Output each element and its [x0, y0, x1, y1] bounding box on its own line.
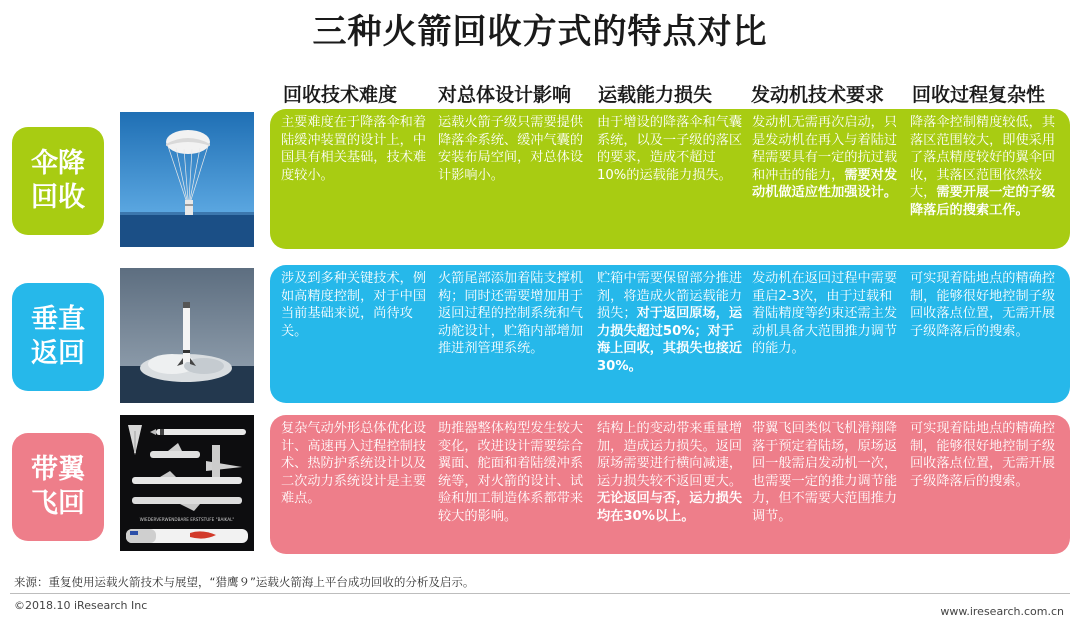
website-link[interactable]: www.iresearch.com.cn — [940, 605, 1064, 618]
copyright: ©2018.10 iResearch Inc — [14, 599, 148, 612]
cell-winged-difficulty: 复杂气动外形总体优化设计、高速再入过程控制技术、热防护系统设计以及二次动力系统设计是主要难点。 — [281, 421, 427, 506]
cell-emphasis: 需要对发动机做适应性加强设计。 — [752, 167, 898, 200]
schematic-caption: WIEDERVERWENDBARE ERSTSTUFE "BAIKAL" — [139, 517, 235, 522]
row-label-line: 飞回 — [31, 488, 85, 519]
cell-winged-design: 助推器整体构型发生较大变化，改进设计需要综合翼面、舵面和着陆缓冲系统等，对火箭的设计、试验和加工制造体系都带来较大的影响。 — [438, 421, 584, 524]
column-header-design-impact: 对总体设计影响 — [438, 84, 572, 106]
source-note: 来源：重复使用运载火箭技术与展望，“猎鹰９”运载火箭海上平台成功回收的分析及启示。 — [14, 575, 475, 589]
row-label-line: 带翼 — [31, 454, 85, 486]
row-label-winged — [12, 433, 104, 541]
cell-vertical-design: 火箭尾部添加着陆支撑机构；同时还需要增加用于返回过程的控制系统和气动舵设计，贮箱内部增加推进剂管理系统。 — [438, 271, 584, 356]
cell-vertical-difficulty: 涉及到多种关键技术，例如高精度控制，对于中国当前基础来说，尚待攻关。 — [281, 271, 427, 339]
cell-vertical-complexity: 可实现着陆地点的精确控制，能够很好地控制子级回收落点位置，无需开展子级降落后的搜索。 — [910, 271, 1056, 339]
cell-winged-complexity: 可实现着陆地点的精确控制，能够很好地控制子级回收落点位置，无需开展子级降落后的搜索。 — [910, 421, 1056, 489]
column-header-engine-requirements: 发动机技术要求 — [751, 84, 885, 106]
cell-text: 发动机无需再次启动，只是发动机在再入与着陆过程需要具有一定的抗过载和冲击的能力， — [752, 115, 898, 183]
column-header-process-complexity: 回收过程复杂性 — [912, 84, 1046, 106]
footer-divider — [10, 593, 1070, 594]
cell-parachute-design: 运载火箭子级只需要提供降落伞系统、缓冲气囊的安装布局空间，对总体设计影响小。 — [438, 115, 584, 183]
cell-vertical-payload — [597, 270, 743, 398]
winged-booster-schematic — [120, 415, 254, 551]
cell-emphasis: 需要开展一定的子级降落后的搜索工作。 — [910, 185, 1056, 218]
cell-parachute-engine — [752, 114, 898, 244]
column-header-recovery-difficulty: 回收技术难度 — [283, 84, 398, 106]
row-label-vertical — [12, 283, 104, 391]
cell-emphasis: 对于返回原场，运力损失超过50%；对于海上回收，其损失也接近30%。 — [597, 306, 743, 374]
cell-text: 贮箱中需要保留部分推进剂，将造成火箭运载能力损失； — [597, 271, 743, 321]
cell-parachute-complexity — [910, 114, 1060, 244]
cell-winged-payload — [597, 420, 743, 550]
cell-emphasis: 无论返回与否，运力损失均在30%以上。 — [597, 491, 743, 524]
cell-parachute-payload: 由于增设的降落伞和气囊系统，以及一子级的落区的要求，造成不超过10%的运载能力损失。 — [597, 115, 743, 183]
row-label-parachute — [12, 127, 104, 235]
row-label-line: 垂直 — [31, 304, 85, 336]
column-header-payload-loss: 运载能力损失 — [598, 84, 713, 106]
row-label-line: 回收 — [31, 182, 85, 213]
cell-parachute-difficulty: 主要难度在于降落伞和着陆缓冲装置的设计上，中国具有相关基础，技术难度较小。 — [281, 115, 427, 183]
cell-text: 降落伞控制精度较低，其落区范围较大，即使采用了落点精度较好的翼伞回收，其落区范围依然较大， — [910, 115, 1056, 200]
cell-winged-engine: 带翼飞回类似飞机滑翔降落于预定着陆场，原场返回一般需启发动机一次，也需要一定的推力调节能力，但不需要大范围推力调节。 — [752, 421, 898, 524]
row-label-line: 返回 — [31, 338, 85, 369]
cell-vertical-engine: 发动机在返回过程中需要重启2-3次，由于过载和着陆精度等约束还需主发动机具备大范围推力调节的能力。 — [752, 271, 898, 356]
vertical-landing-photo — [120, 268, 254, 403]
page-title: 三种火箭回收方式的特点对比 — [312, 12, 768, 52]
row-label-line: 伞降 — [31, 148, 85, 180]
cell-text: 结构上的变动带来重量增加，造成运力损失。返回原场需要进行横向减速，运力损失较不返回更大。 — [597, 421, 743, 489]
parachute-recovery-photo — [120, 112, 254, 247]
